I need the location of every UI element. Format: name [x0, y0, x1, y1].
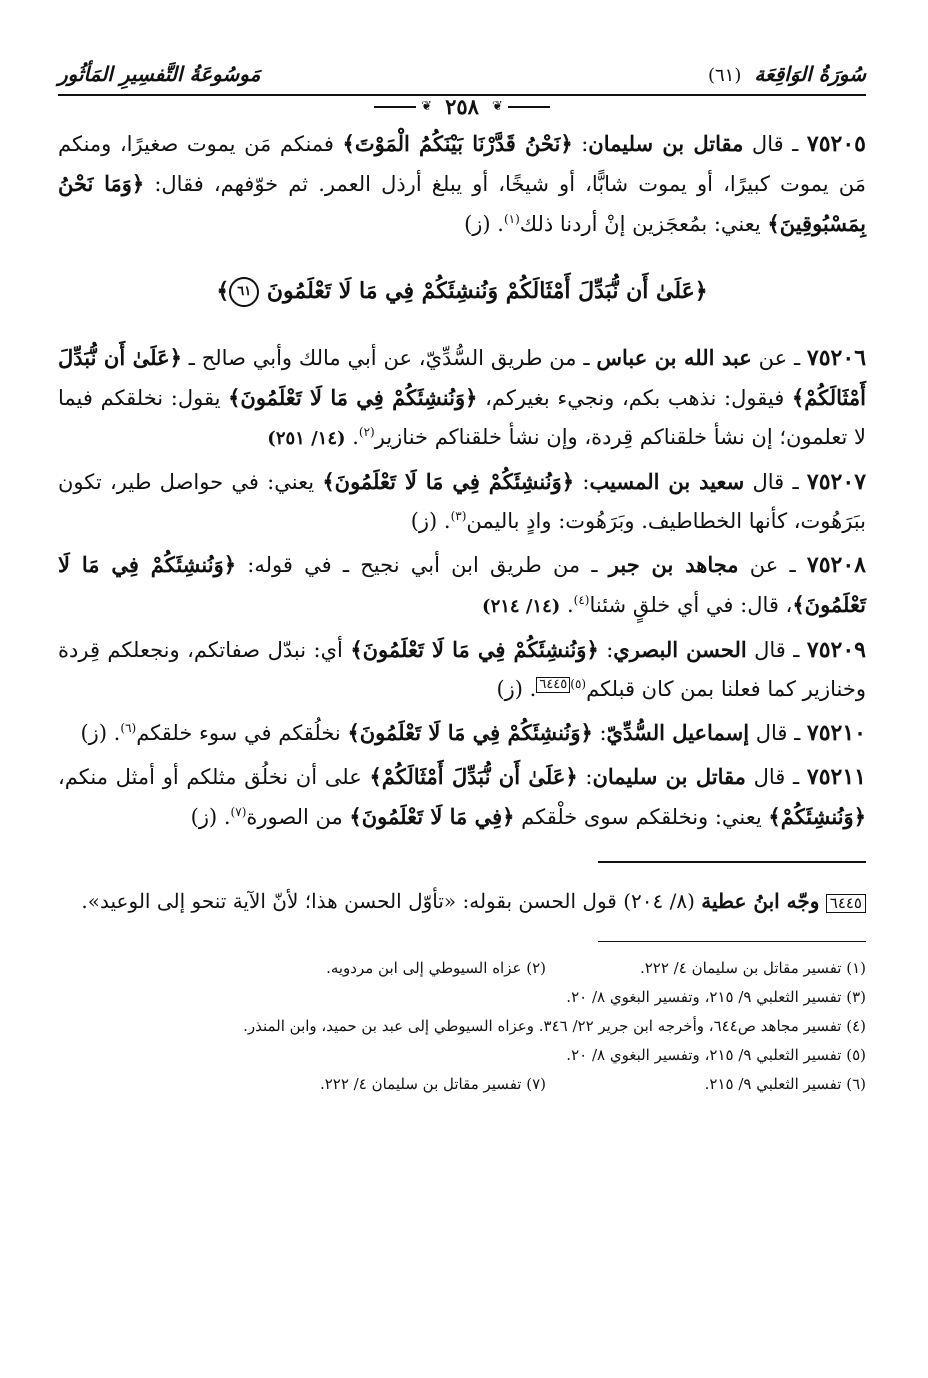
footnote-row	[58, 1070, 866, 1099]
entry-number: ٧٥٢١٠	[806, 720, 866, 746]
footnote-marker[interactable]: (٢)	[358, 425, 375, 439]
entry-75207	[58, 462, 866, 541]
quran-quote: ﴿وَنُنشِئَكُمْ فِي مَا لَا تَعْلَمُونَ﴾	[228, 385, 478, 410]
entry-text: :	[598, 638, 614, 662]
verse-number-icon: ٦١	[229, 277, 259, 307]
entry-text: ـ قال	[743, 132, 807, 156]
entry-text: . (ز)	[190, 805, 231, 829]
footnote-6: (٦) تفسير الثعلبي ٩/ ٢١٥.	[704, 1075, 866, 1093]
commentary-text: (٨/ ٢٠٤) قول الحسن بقوله: «تأوّل الحسن هذا؛ لأنّ الآية تنحو إلى الوعيد».	[81, 889, 702, 913]
narrator-name: الحسن البصري	[613, 637, 747, 662]
entry-text: ـ قال	[746, 638, 807, 662]
running-header	[58, 58, 866, 96]
entry-text: ـ من طريق السُّدِّيّ، عن أبي مالك وأبي صالح ـ	[181, 346, 597, 370]
entry-number: ٧٥٢٠٩	[806, 637, 866, 663]
commentary-number-box: ٦٤٤٥	[826, 894, 866, 913]
entry-number: ٧٥٢١١	[806, 764, 866, 790]
book-title: مَوسُوعَةُ التَّفسِيرِ المَأثُور	[58, 62, 261, 86]
commentary-note	[58, 883, 866, 919]
narrator-name: مجاهد بن جبر	[608, 552, 739, 577]
entry-text: . (ز)	[464, 212, 504, 236]
ornament-rule-left	[374, 106, 416, 108]
ornament-icon: ❦	[421, 99, 432, 114]
entry-text: :	[572, 132, 589, 156]
narrator-name: سعيد بن المسيب	[589, 469, 745, 494]
entry-text: :	[574, 470, 590, 494]
entry-text: يقول: نخلقكم فيما لا تعلمون؛ إن نشأ خلقناكم قِردة، وإن نشأ خلقناكم خنازير	[58, 386, 866, 449]
entry-text: ـ من طريق ابن أبي نجيح ـ في قوله:	[236, 553, 609, 577]
entry-text: . (ز)	[496, 677, 537, 701]
quran-quote: ﴿وَنُنشِئَكُمْ فِي مَا لَا تَعْلَمُونَ﴾	[347, 720, 593, 745]
entry-text: ـ عن	[751, 346, 807, 370]
entry-number: ٧٥٢٠٨	[806, 552, 866, 578]
page-number-row	[58, 94, 866, 124]
footnote-marker[interactable]: (١)	[503, 212, 520, 226]
surah-title	[708, 62, 866, 86]
entry-75210	[58, 713, 866, 753]
footnote-2: (٢) عزاه السيوطي إلى ابن مردويه.	[326, 959, 546, 977]
commentary-lead: وجّه ابنُ عطية	[701, 889, 820, 913]
quran-quote: ﴿فِي مَا لَا تَعْلَمُونَ﴾	[349, 804, 515, 829]
entry-text: يعني: ونخلقكم سوى خلْقكم	[514, 805, 769, 829]
entry-text: ـ قال	[744, 470, 807, 494]
ornament-icon: ❦	[492, 99, 503, 114]
commentary-divider	[598, 861, 866, 863]
entry-75205	[58, 124, 866, 244]
entry-text: يعني: بمُعجَزين إنْ أردنا ذلك	[519, 212, 768, 236]
entry-text: ـ قال	[749, 721, 807, 745]
footnote-row	[58, 983, 866, 1012]
footnote-marker[interactable]: (٤)	[573, 593, 590, 607]
entry-text: ـ عن	[738, 553, 807, 577]
entry-number: ٧٥٢٠٧	[806, 469, 867, 495]
volume-page-reference: (١٤/ ٢٥١)	[267, 428, 346, 449]
surah-name: سُورَةُ الوَاقِعَة	[754, 62, 866, 86]
entry-text: .	[560, 593, 574, 617]
verse-text: ﴿عَلَىٰ أَن نُّبَدِّلَ أَمْثَالَكُمْ وَنُنشِئَكُمْ فِي مَا لَا تَعْلَمُونَ	[266, 278, 708, 304]
entry-text: . (ز)	[80, 721, 121, 745]
entry-text: من الصورة	[246, 805, 350, 829]
footnote-5: (٥) تفسير الثعلبي ٩/ ٢١٥، وتفسير البغوي ٨/ ٢٠.	[566, 1046, 866, 1064]
page-number: ٢٥٨	[445, 94, 479, 119]
footnote-1: (١) تفسير مقاتل بن سليمان ٤/ ٢٢٢.	[639, 959, 866, 977]
entry-text: أي: نبدّل صفاتكم، ونجعلكم قِردة وخنازير كما فعلنا بمن كان قبلكم	[58, 638, 866, 701]
entry-75211	[58, 757, 866, 837]
narrator-name: مقاتل بن سليمان	[592, 764, 746, 789]
footnote-marker[interactable]: (٧)	[230, 805, 247, 819]
narrator-name: مقاتل بن سليمان	[588, 131, 744, 156]
page	[58, 58, 866, 1338]
narrator-name: إسماعيل السُّدِّيّ	[606, 720, 750, 745]
surah-verse-number: (٦١)	[707, 65, 742, 86]
quran-quote: ﴿عَلَىٰ أَن نُّبَدِّلَ أَمْثَالَكُمْ﴾	[369, 764, 578, 789]
footnote-row	[58, 954, 866, 983]
entry-text: :	[592, 721, 607, 745]
footnote-marker[interactable]: (٣)	[450, 509, 467, 523]
verse-close: ﴾	[216, 278, 230, 304]
entry-text: :	[577, 765, 593, 789]
entry-text: فيقول: نذهب بكم، ونجيء بغيركم،	[477, 386, 792, 410]
narrator-name: عبد الله بن عباس	[596, 345, 752, 370]
footnote-row	[58, 1041, 866, 1070]
entry-text: . (ز)	[410, 509, 451, 533]
entry-number: ٧٥٢٠٥	[806, 131, 866, 157]
footnote-3: (٣) تفسير الثعلبي ٩/ ٢١٥، وتفسير البغوي ٨/ ٢٠.	[566, 988, 866, 1006]
entry-text: .	[345, 425, 359, 449]
volume-page-reference: (١٤/ ٢١٤)	[482, 596, 561, 617]
footnote-7: (٧) تفسير مقاتل بن سليمان ٤/ ٢٢٢.	[319, 1075, 546, 1093]
commentary-reference-box[interactable]: ٦٤٤٥	[536, 677, 570, 693]
quran-quote: ﴿عَلَىٰ أَن نُّبَدِّلَ أَمْثَالَكُمْ﴾	[58, 345, 867, 410]
quran-quote: ﴿وَمَا نَحْنُ بِمَسْبُوقِينَ﴾	[58, 171, 866, 236]
entry-text: يعني: في حواصل طير، تكون ببَرَهُوت، كأنها الخطاطيف. وبَرَهُوت: وادٍ باليمن	[58, 470, 866, 533]
entry-75206	[58, 338, 866, 458]
entry-text: ـ قال	[745, 765, 807, 789]
entry-text: نخلُقكم في سوء خلقكم	[136, 721, 348, 745]
footnote-marker[interactable]: (٥)	[570, 677, 587, 691]
footnotes-divider	[598, 941, 866, 942]
quran-quote: ﴿نَحْنُ قَدَّرْنَا بَيْنَكُمُ الْمَوْتَ﴾	[342, 131, 573, 156]
footnotes	[58, 954, 866, 1099]
footnote-row	[58, 1012, 866, 1041]
entry-text: فمنكم مَن يموت صغيرًا، ومنكم مَن يموت كبيرًا، أو يموت شابًّا، أو شيخًا، أو يبلغ أرذل العمر. ثم خوّفهم، فقال:	[58, 132, 866, 196]
quran-quote: ﴿وَنُنشِئَكُمْ﴾	[768, 804, 866, 829]
quran-quote: ﴿وَنُنشِئَكُمْ فِي مَا لَا تَعْلَمُونَ﴾	[322, 469, 575, 494]
verse-heading	[58, 270, 866, 312]
footnote-4: (٤) تفسير مجاهد ص٦٤٤، وأخرجه ابن جرير ٢٢/ ٣٤٦. وعزاه السيوطي إلى عبد بن حميد، وابن المنذر.	[243, 1017, 866, 1035]
entry-number: ٧٥٢٠٦	[806, 345, 867, 371]
quran-quote: ﴿وَنُنشِئَكُمْ فِي مَا لَا تَعْلَمُونَ﴾	[58, 552, 866, 617]
entry-text: على أن نخلُق مثلكم أو أمثل منكم،	[58, 765, 370, 789]
entry-text: ، قال: في أي خلقٍ شئنا	[589, 593, 793, 617]
ornament-rule-right	[508, 106, 550, 108]
quran-quote: ﴿وَنُنشِئَكُمْ فِي مَا لَا تَعْلَمُونَ﴾	[350, 637, 599, 662]
entry-75209	[58, 630, 866, 709]
footnote-marker[interactable]: (٦)	[120, 721, 137, 735]
entry-75208	[58, 545, 866, 626]
